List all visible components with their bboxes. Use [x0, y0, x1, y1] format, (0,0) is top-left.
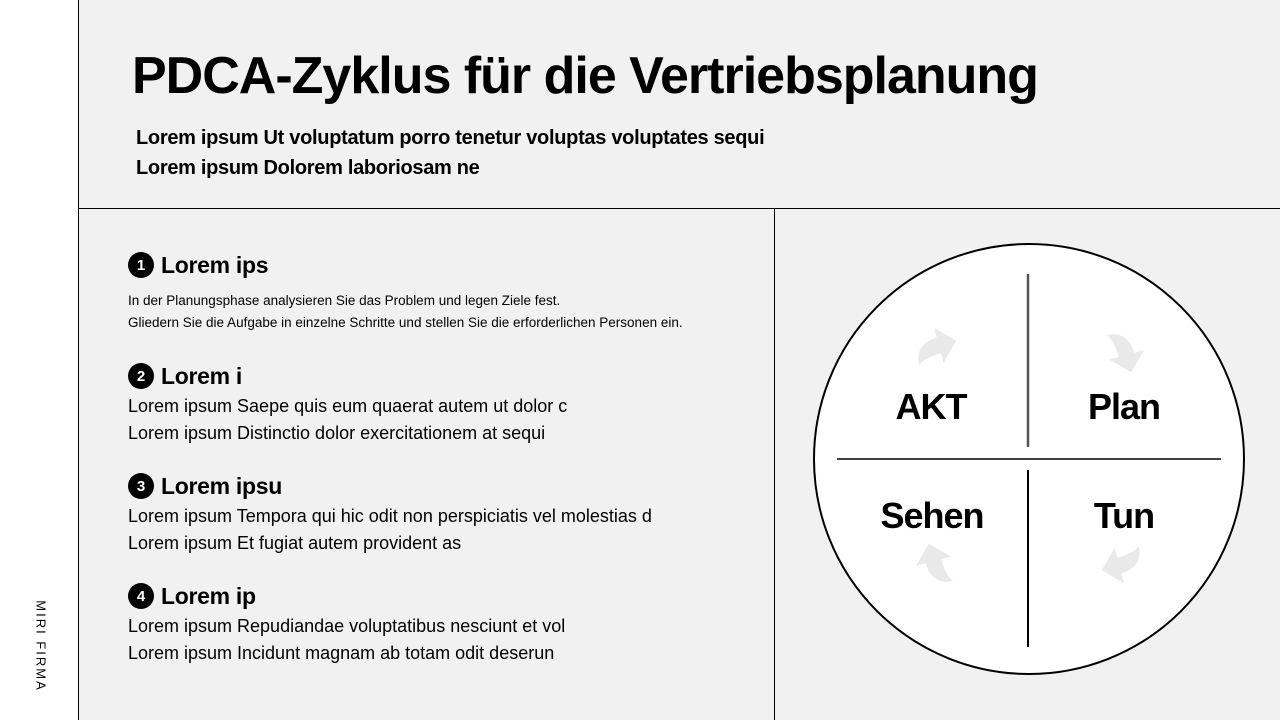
step-line: Lorem ipsum Tempora qui hic odit non perspiciatis vel molestias d	[128, 506, 652, 526]
step-description	[128, 290, 683, 334]
subtitle-line: Lorem ipsum Ut voluptatum porro tenetur voluptas voluptates sequi	[136, 127, 765, 149]
step-title: Lorem ip	[161, 582, 256, 609]
step-line: Gliedern Sie die Aufgabe in einzelne Schritte und stellen Sie die erforderlichen Personen ein.	[128, 315, 683, 330]
step-description	[128, 613, 565, 667]
step-title: Lorem ipsu	[161, 472, 282, 499]
step-description	[128, 393, 567, 447]
step-line: In der Planungsphase analysieren Sie das Problem und legen Ziele fest.	[128, 293, 561, 308]
brand-label: MIRI FIRMA	[33, 600, 49, 692]
step-number-badge: 3	[128, 473, 154, 499]
page-title: PDCA-Zyklus für die Vertriebsplanung	[132, 47, 1038, 105]
step-number-badge: 2	[128, 363, 154, 389]
step-line: Lorem ipsum Incidunt magnam ab totam odit deserun	[128, 643, 555, 663]
subtitle	[136, 123, 764, 183]
quadrant-label-act: AKT	[895, 386, 967, 427]
step-title: Lorem ips	[161, 251, 269, 278]
subtitle-line: Lorem ipsum Dolorem laboriosam ne	[136, 157, 480, 179]
step-title: Lorem i	[161, 362, 242, 389]
step-description	[128, 503, 652, 557]
pdca-cycle-diagram	[775, 209, 1280, 720]
step-2	[128, 361, 567, 447]
step-line: Lorem ipsum Saepe quis eum quaerat autem ut dolor c	[128, 396, 568, 416]
quadrant-label-check: Sehen	[880, 495, 984, 536]
step-4	[128, 581, 565, 667]
step-line: Lorem ipsum Et fugiat autem provident as	[128, 533, 462, 553]
sidebar	[0, 0, 79, 720]
quadrant-label-do: Tun	[1093, 495, 1155, 536]
step-1	[128, 250, 683, 334]
step-line: Lorem ipsum Repudiandae voluptatibus nesciunt et vol	[128, 616, 566, 636]
quadrant-label-plan: Plan	[1087, 386, 1161, 427]
step-line: Lorem ipsum Distinctio dolor exercitationem at sequi	[128, 423, 546, 443]
step-number-badge: 1	[128, 252, 154, 278]
step-number-badge: 4	[128, 583, 154, 609]
step-3	[128, 471, 652, 557]
